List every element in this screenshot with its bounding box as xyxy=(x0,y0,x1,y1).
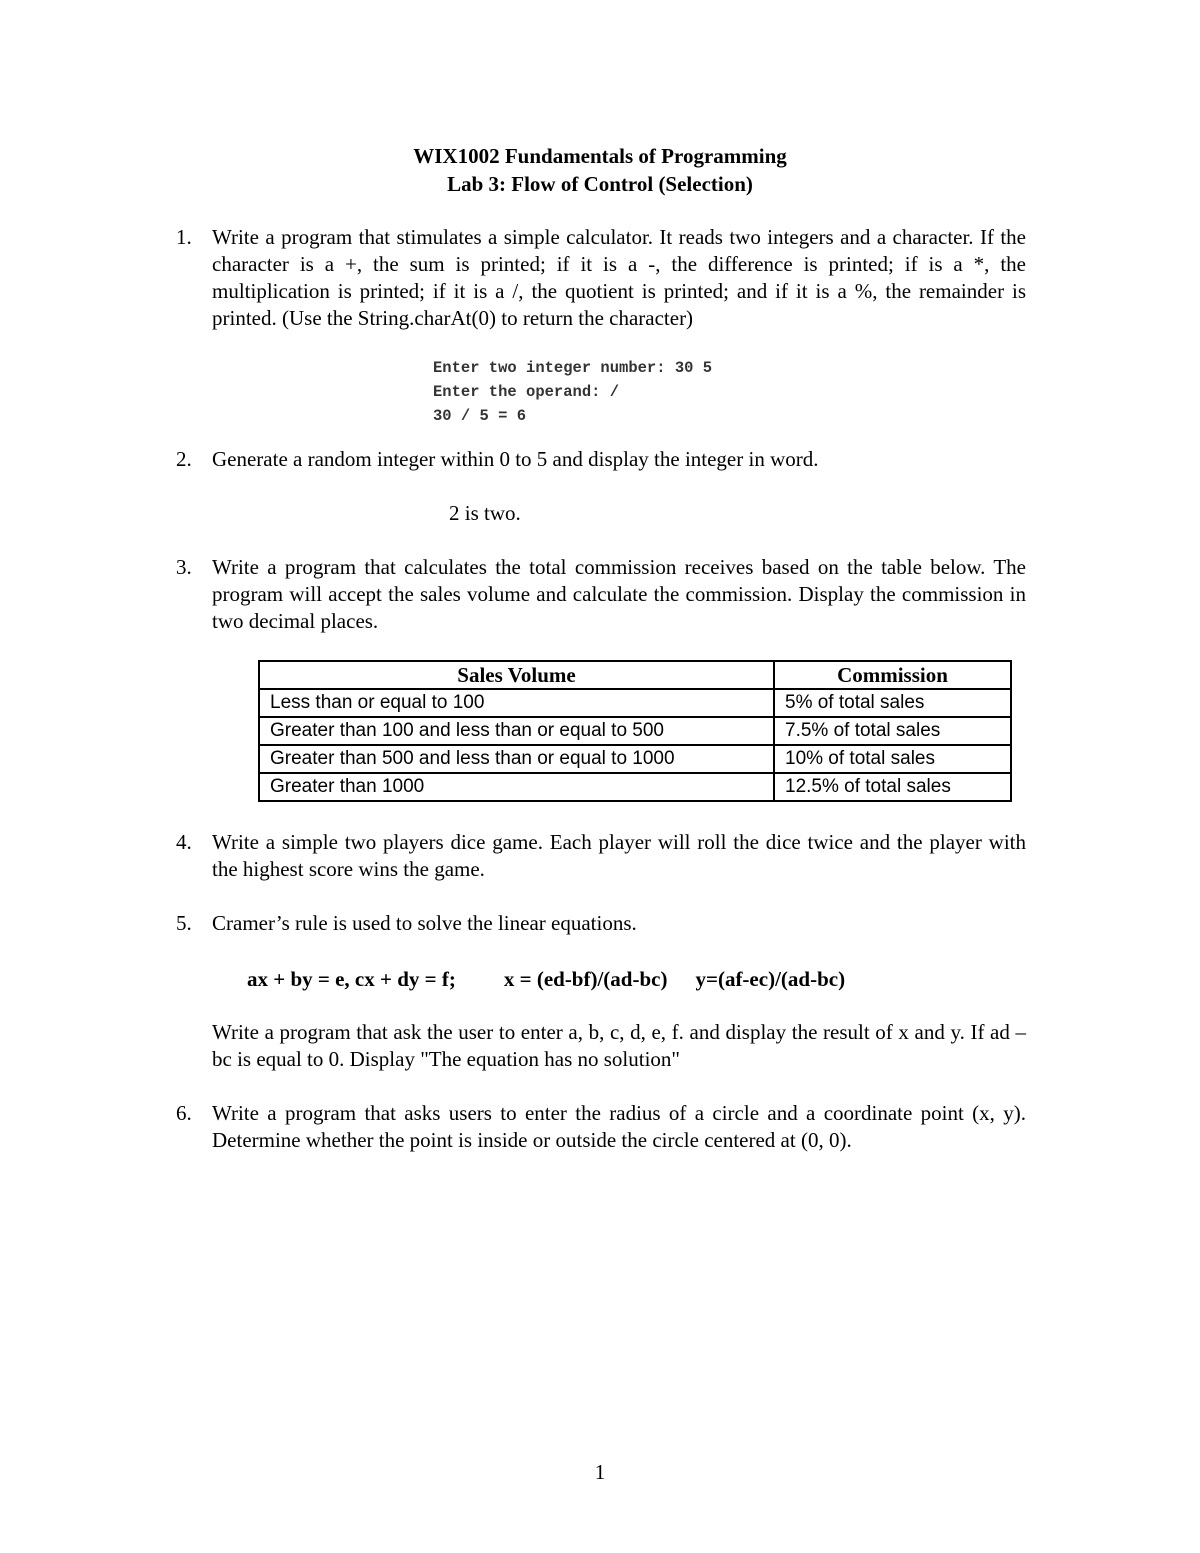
question-text: Write a program that asks users to enter the radius of a circle and a coordinate point (x, y). Determine whether the point is inside or outside the circle centered at (0, 0). xyxy=(212,1101,1026,1152)
table-row xyxy=(259,745,1011,773)
table-cell: Less than or equal to 100 xyxy=(259,689,774,717)
console-line: Enter two integer number: 30 5 xyxy=(433,359,713,377)
table-cell: 5% of total sales xyxy=(774,689,1011,717)
page-number: 1 xyxy=(594,1460,606,1484)
question-number: 5. xyxy=(176,911,192,935)
table-header-row xyxy=(259,661,1011,689)
course-title: WIX1002 Fundamentals of Programming xyxy=(413,144,787,168)
table-cell: 10% of total sales xyxy=(774,745,1011,773)
instruction-text: Write a program that ask the user to enter a, b, c, d, e, f. and display the result of x and y. If ad – bc is equal to 0. Display "The equation has no solution" xyxy=(212,1020,1026,1071)
console-output-example xyxy=(433,356,712,428)
table-row xyxy=(259,773,1011,801)
example-output: 2 is two. xyxy=(449,501,521,525)
console-line: Enter the operand: / xyxy=(433,383,620,401)
question-number: 2. xyxy=(176,447,192,471)
question-number: 6. xyxy=(176,1101,192,1125)
table-cell: Greater than 1000 xyxy=(259,773,774,801)
commission-table xyxy=(258,660,1012,802)
cramer-equation xyxy=(247,966,845,993)
column-header: Commission xyxy=(774,661,1011,689)
x-formula: x = (ed-bf)/(ad-bc) xyxy=(503,967,668,991)
question-number: 1. xyxy=(176,225,192,249)
question-text: Write a program that stimulates a simple calculator. It reads two integers and a character. If the character is a +, the sum is printed; if it is a -, the difference is printed; if is a *, the multiplication is printed; if it is a /, the quotient is printed; and if it is a %, the remainder is printed. (Use the String.charAt(0) to return the character) xyxy=(212,225,1026,330)
question-text: Write a program that calculates the total commission receives based on the table below. The program will accept the sales volume and calculate the commission. Display the commission in two decimal places. xyxy=(212,555,1026,633)
table-cell: Greater than 100 and less than or equal to 500 xyxy=(259,717,774,745)
question-number: 4. xyxy=(176,830,192,854)
lab-title: Lab 3: Flow of Control (Selection) xyxy=(447,172,753,196)
console-line: 30 / 5 = 6 xyxy=(433,407,527,425)
question-number: 3. xyxy=(176,555,192,579)
linear-equations: ax + by = e, cx + dy = f; xyxy=(247,967,456,991)
table-cell: 7.5% of total sales xyxy=(774,717,1011,745)
table-cell: 12.5% of total sales xyxy=(774,773,1011,801)
question-text: Write a simple two players dice game. Each player will roll the dice twice and the player with the highest score wins the game. xyxy=(212,830,1026,881)
table-row xyxy=(259,689,1011,717)
question-text: Cramer’s rule is used to solve the linear equations. xyxy=(212,911,637,935)
column-header: Sales Volume xyxy=(259,661,774,689)
question-text: Generate a random integer within 0 to 5 and display the integer in word. xyxy=(212,447,819,471)
table-row xyxy=(259,717,1011,745)
y-formula: y=(af-ec)/(ad-bc) xyxy=(695,967,846,991)
table-cell: Greater than 500 and less than or equal to 1000 xyxy=(259,745,774,773)
